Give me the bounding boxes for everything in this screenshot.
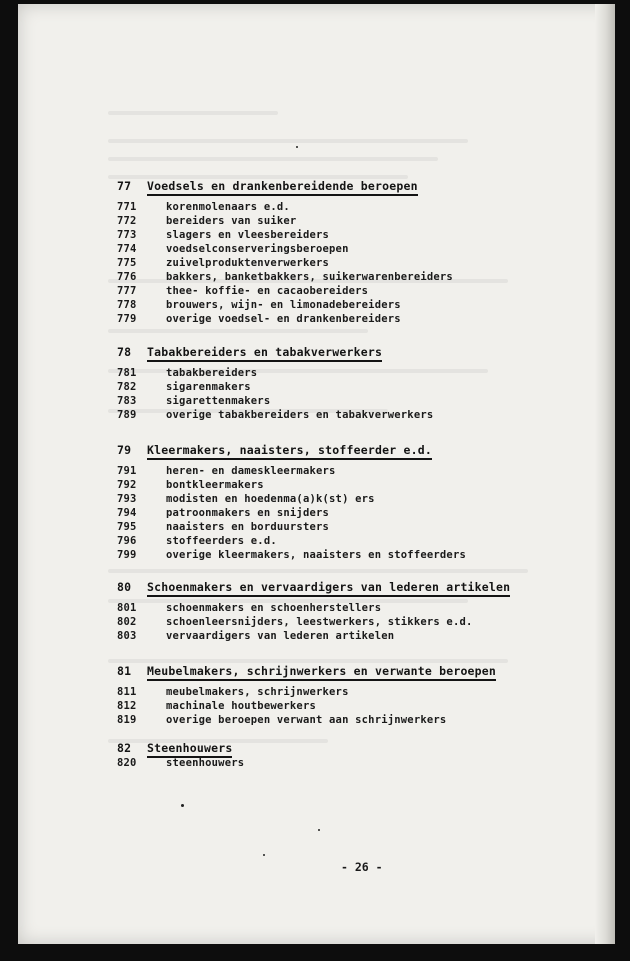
item-code: 775 — [117, 257, 137, 269]
item-code: 819 — [117, 714, 137, 726]
item-code: 796 — [117, 535, 137, 547]
item-code: 783 — [117, 395, 137, 407]
item-code: 791 — [117, 465, 137, 477]
item-label: zuivelproduktenverwerkers — [166, 257, 330, 269]
item-label: vervaardigers van lederen artikelen — [166, 630, 395, 642]
section-code: 81 — [117, 664, 132, 678]
item-label: machinale houtbewerkers — [166, 700, 316, 712]
item-code: 777 — [117, 285, 137, 297]
item-code: 801 — [117, 602, 137, 614]
item-label: schoenmakers en schoenherstellers — [166, 602, 382, 614]
item-label: brouwers, wijn- en limonadebereiders — [166, 299, 401, 311]
item-code: 779 — [117, 313, 137, 325]
item-label: overige voedsel- en drankenbereiders — [166, 313, 401, 325]
item-label: modisten en hoedenma(a)k(st) ers — [166, 493, 375, 505]
item-label: thee- koffie- en cacaobereiders — [166, 285, 369, 297]
ink-speck — [263, 854, 265, 856]
item-label: korenmolenaars e.d. — [166, 201, 290, 213]
item-label: bakkers, banketbakkers, suikerwarenbereiders — [166, 271, 453, 283]
ink-speck — [181, 804, 184, 807]
item-label: bontkleermakers — [166, 479, 264, 491]
item-label: sigarenmakers — [166, 381, 251, 393]
item-code: 771 — [117, 201, 137, 213]
page-edge-shadow — [595, 4, 615, 944]
item-label: patroonmakers en snijders — [166, 507, 330, 519]
section-code: 78 — [117, 345, 132, 359]
item-code: 803 — [117, 630, 137, 642]
item-label: schoenleersnijders, leestwerkers, stikkers e.d. — [166, 616, 473, 628]
item-label: voedselconserveringsberoepen — [166, 243, 349, 255]
item-label: tabakbereiders — [166, 367, 258, 379]
item-code: 795 — [117, 521, 137, 533]
item-code: 774 — [117, 243, 137, 255]
item-code: 776 — [117, 271, 137, 283]
section-title: Tabakbereiders en tabakverwerkers — [147, 345, 382, 362]
document-page — [18, 4, 615, 944]
item-label: overige beroepen verwant aan schrijnwerkers — [166, 714, 447, 726]
item-code: 789 — [117, 409, 137, 421]
section-code: 80 — [117, 580, 132, 594]
item-code: 820 — [117, 757, 137, 769]
item-label: steenhouwers — [166, 757, 245, 769]
item-code: 782 — [117, 381, 137, 393]
section-title: Voedsels en drankenbereidende beroepen — [147, 179, 418, 196]
item-code: 799 — [117, 549, 137, 561]
section-code: 77 — [117, 179, 132, 193]
ink-speck — [318, 829, 320, 831]
item-label: overige tabakbereiders en tabakverwerkers — [166, 409, 434, 421]
item-label: sigarettenmakers — [166, 395, 271, 407]
item-code: 773 — [117, 229, 137, 241]
section-title: Kleermakers, naaisters, stoffeerder e.d. — [147, 443, 432, 460]
section-title: Meubelmakers, schrijnwerkers en verwante beroepen — [147, 664, 496, 681]
section-title: Schoenmakers en vervaardigers van lederen artikelen — [147, 580, 510, 597]
item-label: slagers en vleesbereiders — [166, 229, 330, 241]
section-code: 82 — [117, 741, 132, 755]
item-code: 811 — [117, 686, 137, 698]
item-code: 794 — [117, 507, 137, 519]
item-code: 802 — [117, 616, 137, 628]
section-title: Steenhouwers — [147, 741, 232, 758]
ink-speck — [296, 146, 298, 148]
item-code: 781 — [117, 367, 137, 379]
item-label: bereiders van suiker — [166, 215, 297, 227]
item-label: heren- en dameskleermakers — [166, 465, 336, 477]
item-label: overige kleermakers, naaisters en stoffeerders — [166, 549, 466, 561]
item-code: 772 — [117, 215, 137, 227]
item-code: 793 — [117, 493, 137, 505]
section-code: 79 — [117, 443, 132, 457]
item-label: meubelmakers, schrijnwerkers — [166, 686, 349, 698]
item-label: stoffeerders e.d. — [166, 535, 277, 547]
item-code: 792 — [117, 479, 137, 491]
page-number: - 26 - — [341, 860, 383, 874]
item-code: 812 — [117, 700, 137, 712]
item-code: 778 — [117, 299, 137, 311]
item-label: naaisters en borduursters — [166, 521, 330, 533]
